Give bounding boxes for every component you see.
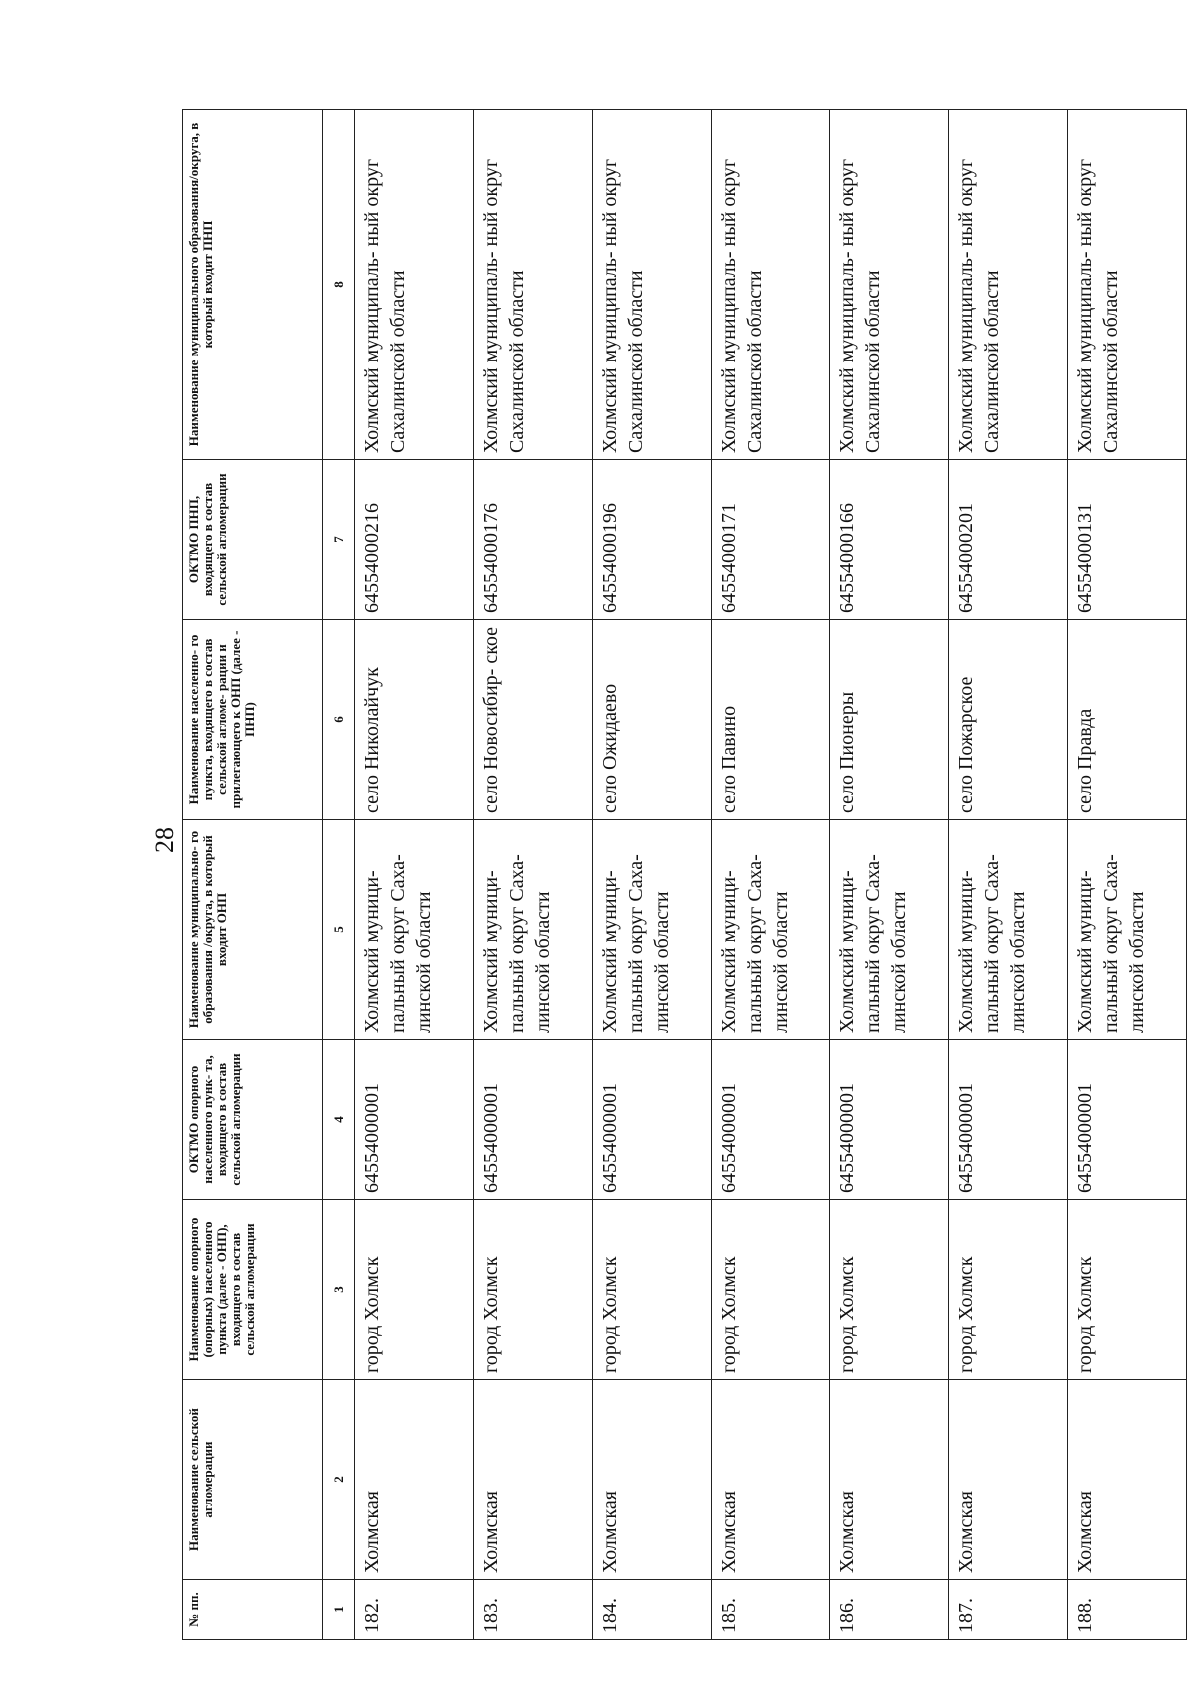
table-cell: Холмская — [830, 1380, 949, 1580]
table-cell: 64554000196 — [592, 460, 711, 620]
header-cell: Наименование населенно- го пункта, входящего в состав сельской агломе- рации и прилегающего к ОНП (далее - ПНП) — [183, 620, 323, 820]
table-cell: 64554000201 — [949, 460, 1068, 620]
table-cell: Холмский муниципаль- ный округ Сахалинской области — [949, 110, 1068, 460]
table-cell: 64554000001 — [592, 1040, 711, 1200]
table-cell: 64554000176 — [473, 460, 592, 620]
table-cell: 64554000216 — [355, 460, 474, 620]
table-cell: 185. — [711, 1580, 830, 1640]
table-cell: село Павино — [711, 620, 830, 820]
table-cell: 188. — [1068, 1580, 1187, 1640]
column-number: 6 — [323, 620, 355, 820]
table-cell: Холмский муниципаль- ный округ Сахалинской области — [473, 110, 592, 460]
agglomeration-table — [182, 109, 1187, 1640]
header-cell: Наименование сельской агломерации — [183, 1380, 323, 1580]
column-number: 8 — [323, 110, 355, 460]
table-cell: село Пожарское — [949, 620, 1068, 820]
header-row — [183, 110, 323, 1640]
table-row — [473, 110, 592, 1640]
header-cell: Наименование опорного (опорных) населенного пункта (далее - ОНП), входящего в состав сельской агломерации — [183, 1200, 323, 1380]
table-cell: город Холмск — [949, 1200, 1068, 1380]
table-cell: Холмская — [355, 1380, 474, 1580]
table-cell: 64554000166 — [830, 460, 949, 620]
table-cell: Холмский муници- пальный округ Саха- линской области — [830, 820, 949, 1040]
table-cell: 64554000001 — [949, 1040, 1068, 1200]
table-row — [711, 110, 830, 1640]
table-cell: Холмский муниципаль- ный округ Сахалинской области — [711, 110, 830, 460]
header-cell: Наименование муниципально- го образования /округа, в который входит ОНП — [183, 820, 323, 1040]
table-row — [949, 110, 1068, 1640]
table-cell: 64554000001 — [473, 1040, 592, 1200]
table-cell: город Холмск — [711, 1200, 830, 1380]
table-row — [355, 110, 474, 1640]
table-cell: Холмская — [592, 1380, 711, 1580]
table-cell: 64554000171 — [711, 460, 830, 620]
table-cell: город Холмск — [473, 1200, 592, 1380]
table-cell: Холмская — [949, 1380, 1068, 1580]
table-cell: город Холмск — [355, 1200, 474, 1380]
table-cell: Холмская — [473, 1380, 592, 1580]
table-cell: Холмский муниципаль- ный округ Сахалинской области — [355, 110, 474, 460]
table-cell: 186. — [830, 1580, 949, 1640]
table-cell: Холмский муниципаль- ный округ Сахалинской области — [1068, 110, 1187, 460]
table-cell: город Холмск — [592, 1200, 711, 1380]
column-number: 2 — [323, 1380, 355, 1580]
table-cell: село Николайчук — [355, 620, 474, 820]
table-cell: село Новосибир- ское — [473, 620, 592, 820]
table-cell: Холмский муниципаль- ный округ Сахалинской области — [830, 110, 949, 460]
table-cell: Холмский муници- пальный округ Саха- линской области — [949, 820, 1068, 1040]
rotated-table-wrapper — [182, 110, 1187, 1640]
table-cell: Холмский муници- пальный округ Саха- линской области — [592, 820, 711, 1040]
table-cell: Холмская — [711, 1380, 830, 1580]
table-cell: 183. — [473, 1580, 592, 1640]
table-cell: село Ожидаево — [592, 620, 711, 820]
table-cell: 64554000001 — [1068, 1040, 1187, 1200]
table-cell: 64554000001 — [830, 1040, 949, 1200]
table-cell: 64554000001 — [355, 1040, 474, 1200]
table-cell: 182. — [355, 1580, 474, 1640]
column-number: 1 — [323, 1580, 355, 1640]
table-cell: 184. — [592, 1580, 711, 1640]
header-cell: № пп. — [183, 1580, 323, 1640]
page-number: 28 — [150, 827, 179, 853]
table-cell: город Холмск — [1068, 1200, 1187, 1380]
table-row — [592, 110, 711, 1640]
column-number: 4 — [323, 1040, 355, 1200]
table-cell: 64554000001 — [711, 1040, 830, 1200]
table-row — [1068, 110, 1187, 1640]
table-row — [830, 110, 949, 1640]
table-cell: 187. — [949, 1580, 1068, 1640]
table-cell: Холмский муници- пальный округ Саха- линской области — [711, 820, 830, 1040]
table-cell: Холмский муници- пальный округ Саха- линской области — [355, 820, 474, 1040]
column-number: 7 — [323, 460, 355, 620]
header-cell: ОКТМО опорного населенного пунк- та, входящего в состав сельской агломерации — [183, 1040, 323, 1200]
table-cell: село Пионеры — [830, 620, 949, 820]
table-cell: Холмский муници- пальный округ Саха- линской области — [473, 820, 592, 1040]
table-cell: город Холмск — [830, 1200, 949, 1380]
header-cell: Наименование муниципального образования/округа, в который входит ПНП — [183, 110, 323, 460]
table-cell: село Правда — [1068, 620, 1187, 820]
table-cell: Холмский муниципаль- ный округ Сахалинской области — [592, 110, 711, 460]
table-cell: 64554000131 — [1068, 460, 1187, 620]
table-body — [355, 110, 1187, 1640]
column-number: 3 — [323, 1200, 355, 1380]
table-cell: Холмская — [1068, 1380, 1187, 1580]
table-cell: Холмский муници- пальный округ Саха- линской области — [1068, 820, 1187, 1040]
column-number: 5 — [323, 820, 355, 1040]
column-number-row — [323, 110, 355, 1640]
header-cell: ОКТМО ПНП, входящего в состав сельской агломерации — [183, 460, 323, 620]
